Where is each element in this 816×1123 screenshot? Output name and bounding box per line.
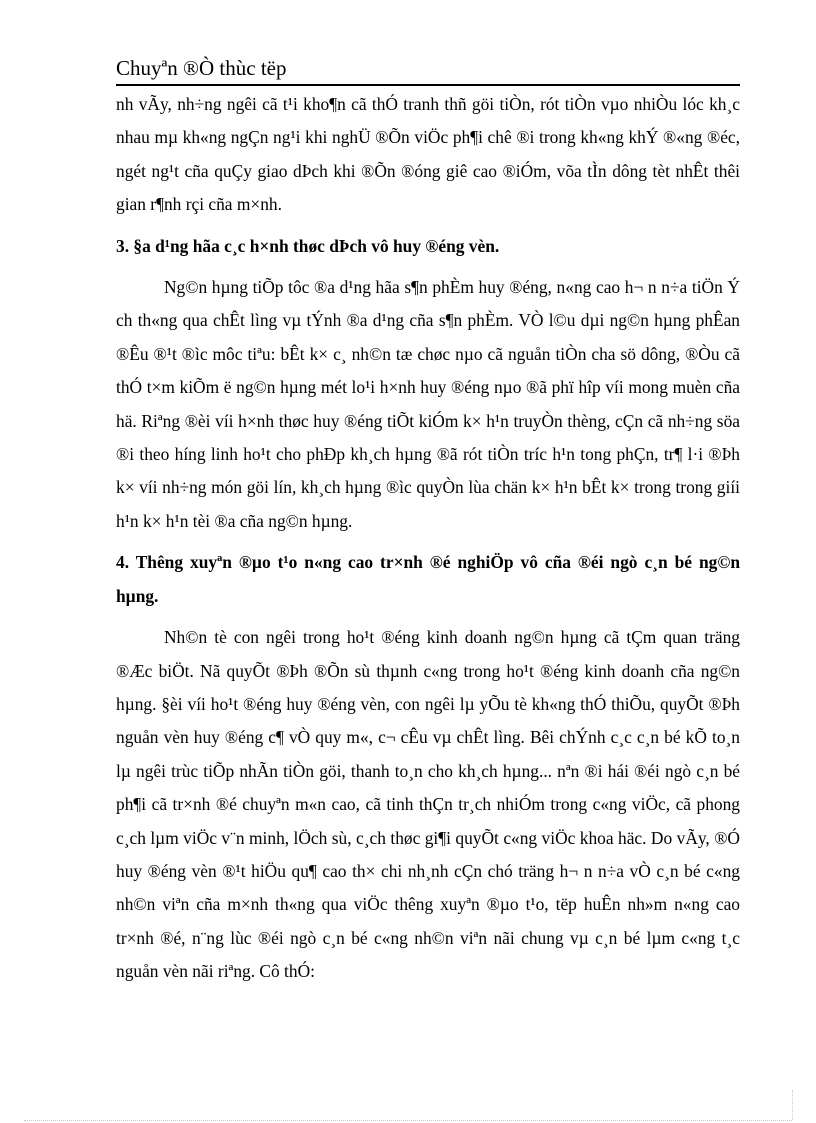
section-heading-4: 4. Thêng xuyªn ®µo t¹o n«ng cao tr×nh ®é nghiÖp vô cña ®éi ngò c¸n bé ng©n hµng. xyxy=(116,552,740,606)
paragraph-continuation: nh vÃy, nh÷ng ngêi cã t¹i kho¶n cã thÓ tranh thñ göi tiÒn, rót tiÒn vµo nhiÒu lóc kh¸c nhau mµ kh«ng ngÇn ng¹i khi nghÜ ®Õn viÖc ph¶i chê ®i trong kh«ng khÝ ®«ng ®éc, ngét ng¹t cña quÇy giao dÞch khi ®Õn ®óng giê cao ®iÓm, võa tÌn dông tèt nhÊt thêi gian r¶nh rçi cña m×nh. xyxy=(116,94,740,215)
paragraph-human-factor: Nh©n tè con ngêi trong ho¹t ®éng kinh doanh ng©n hµng cã tÇm quan träng ®Æc biÖt. Nã quyÕt ®Þh ®Õn sù thµnh c«ng trong ho¹t ®éng kinh doanh cña ng©n hµng. §èi víi ho¹t ®éng huy ®éng vèn, con ngêi lµ yÕu tè kh«ng thÓ thiÕu, quyÕt ®Þh nguån vèn huy ®éng c¶ vÒ quy m«, c¬ cÊu vµ chÊt lìng. Bêi chÝnh c¸c c¸n bé kÕ to¸n lµ ngêi trùc tiÕp nhÃn tiÒn göi, thanh to¸n cho kh¸ch hµng... nªn ®i hái ®éi ngò c¸n bé ph¶i cã tr×nh ®é chuyªn m«n cao, cã tinh thÇn tr¸ch nhiÓm trong c«ng viÖc, cã phong c¸ch lµm viÖc v¨n minh, lÖch sù, c¸ch thøc gi¶i quyÕt c«ng viÖc khoa häc. Do vÃy, ®Ó huy ®éng vèn ®¹t hiÖu qu¶ cao th× chi nh¸nh cÇn chó träng h¬ n n÷a vÒ c¸n bé c«ng nh©n viªn cña m×nh th«ng qua viÖc thêng xuyªn ®µo t¹o, tëp huÊn nh»m n«ng cao tr×nh ®é, n¨ng lùc ®éi ngò c¸n bé c«ng nh©n viªn nãi chung vµ c¸n bé lµm c«ng t¸c nguån vèn nãi riªng. Cô thÓ: xyxy=(116,627,740,982)
page-border-corner xyxy=(792,1090,793,1120)
page-border-bottom xyxy=(24,1120,792,1121)
page-header-title: Chuyªn ®Ò thùc tëp xyxy=(116,54,740,86)
document-body xyxy=(116,88,740,989)
section-heading-3: 3. §a d¹ng hãa c¸c h×nh thøc dÞch vô huy ®éng vèn. xyxy=(116,235,500,256)
paragraph-diversify-deposit: Ng©n hµng tiÕp tôc ®a d¹ng hãa s¶n phÈm huy ®éng, n«ng cao h¬ n n÷a tiÖn Ý ch th«ng qua chÊt lìng vµ tÝnh ®a d¹ng cña s¶n phÈm. VÒ l©u dµi ng©n hµng phÊan ®Êu ®¹t ®ìc môc tiªu: bÊt k× c¸ nh©n tæ chøc nµo cã nguån tiÒn cha sö dông, ®Òu cã thÓ t×m kiÕm ë ng©n hµng mét lo¹i h×nh huy ®éng nµo ®ã phï hîp víi mong muèn cña hä. Riªng ®èi víi h×nh thøc huy ®éng tiÕt kiÓm k× h¹n truyÒn thèng, cÇn cã nh÷ng söa ®i theo híng linh ho¹t cho phÐp kh¸ch hµng ®ã rót tiÒn tríc h¹n tong phÇn, tr¶ l·i ®Þh k× víi nh÷ng món göi lín, kh¸ch hµng ®ìc quyÒn lùa chän k× h¹n bÊt k× trong trong giíi h¹n k× h¹n tèi ®a cña ng©n hµng. xyxy=(116,277,740,531)
